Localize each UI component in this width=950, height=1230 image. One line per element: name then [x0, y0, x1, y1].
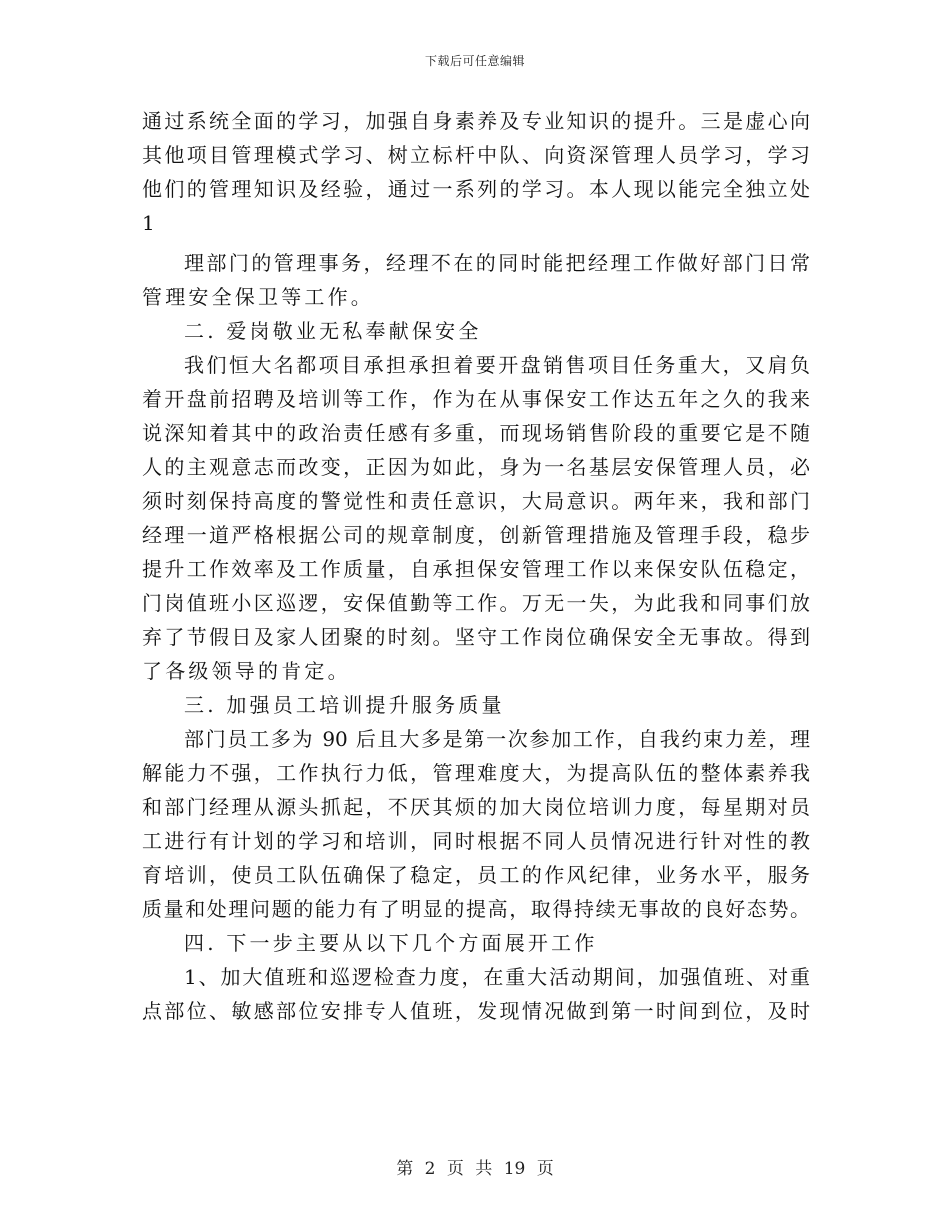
- page-header: 下载后可任意编辑: [424, 54, 525, 68]
- text-line: 弃了节假日及家人团聚的时刻。坚守工作岗位确保安全无事故。得到: [142, 625, 810, 649]
- text-line: 二. 爱岗敬业无私奉献保安全: [184, 319, 482, 343]
- text-line: 1、加大值班和巡逻检查力度，在重大活动期间，加强值班、对重: [184, 965, 810, 989]
- text-line: 人的主观意志而改变，正因为如此，身为一名基层安保管理人员，必: [142, 455, 810, 479]
- text-line: 理部门的管理事务，经理不在的同时能把经理工作做好部门日常: [184, 251, 810, 275]
- text-line: 须时刻保持高度的警觉性和责任意识，大局意识。两年来，我和部门: [142, 489, 810, 513]
- text-line: 经理一道严格根据公司的规章制度，创新管理措施及管理手段，稳步: [142, 523, 810, 547]
- text-line: 1: [142, 211, 158, 235]
- text-line: 和部门经理从源头抓起，不厌其烦的加大岗位培训力度，每星期对员: [142, 795, 810, 819]
- text-line: 门岗值班小区巡逻，安保值勤等工作。万无一失，为此我和同事们放: [142, 591, 810, 615]
- text-line: 通过系统全面的学习，加强自身素养及专业知识的提升。三是虚心向: [142, 109, 810, 133]
- text-line: 了各级领导的肯定。: [142, 659, 351, 683]
- text-line: 四. 下一步主要从以下几个方面展开工作: [184, 931, 598, 955]
- text-line: 说深知着其中的政治责任感有多重，而现场销售阶段的重要它是不随: [142, 421, 810, 445]
- text-line: 提升工作效率及工作质量，自承担保安管理工作以来保安队伍稳定，: [142, 557, 810, 581]
- text-line: 其他项目管理模式学习、树立标杆中队、向资深管理人员学习，学习: [142, 143, 810, 167]
- text-line: 质量和处理问题的能力有了明显的提高，取得持续无事故的良好态势。: [142, 897, 810, 921]
- text-line: 管理安全保卫等工作。: [142, 285, 374, 309]
- text-line: 解能力不强，工作执行力低，管理难度大，为提高队伍的整体素养我: [142, 761, 810, 785]
- document-body: [142, 104, 810, 1028]
- text-line: 着开盘前招聘及培训等工作，作为在从事保安工作达五年之久的我来: [142, 387, 810, 411]
- text-line: 点部位、敏感部位安排专人值班，发现情况做到第一时间到位，及时: [142, 999, 810, 1023]
- text-line: 他们的管理知识及经验，通过一系列的学习。本人现以能完全独立处: [142, 177, 810, 201]
- page-footer: 第 2 页 共 19 页: [396, 1159, 554, 1179]
- text-line: 部门员工多为 90 后且大多是第一次参加工作，自我约束力差，理: [184, 727, 810, 751]
- text-line: 我们恒大名都项目承担承担着要开盘销售项目任务重大，又肩负: [184, 353, 810, 377]
- text-line: 三. 加强员工培训提升服务质量: [184, 693, 505, 717]
- text-line: 工进行有计划的学习和培训，同时根据不同人员情况进行针对性的教: [142, 829, 810, 853]
- text-line: 育培训，使员工队伍确保了稳定，员工的作风纪律，业务水平，服务: [142, 863, 810, 887]
